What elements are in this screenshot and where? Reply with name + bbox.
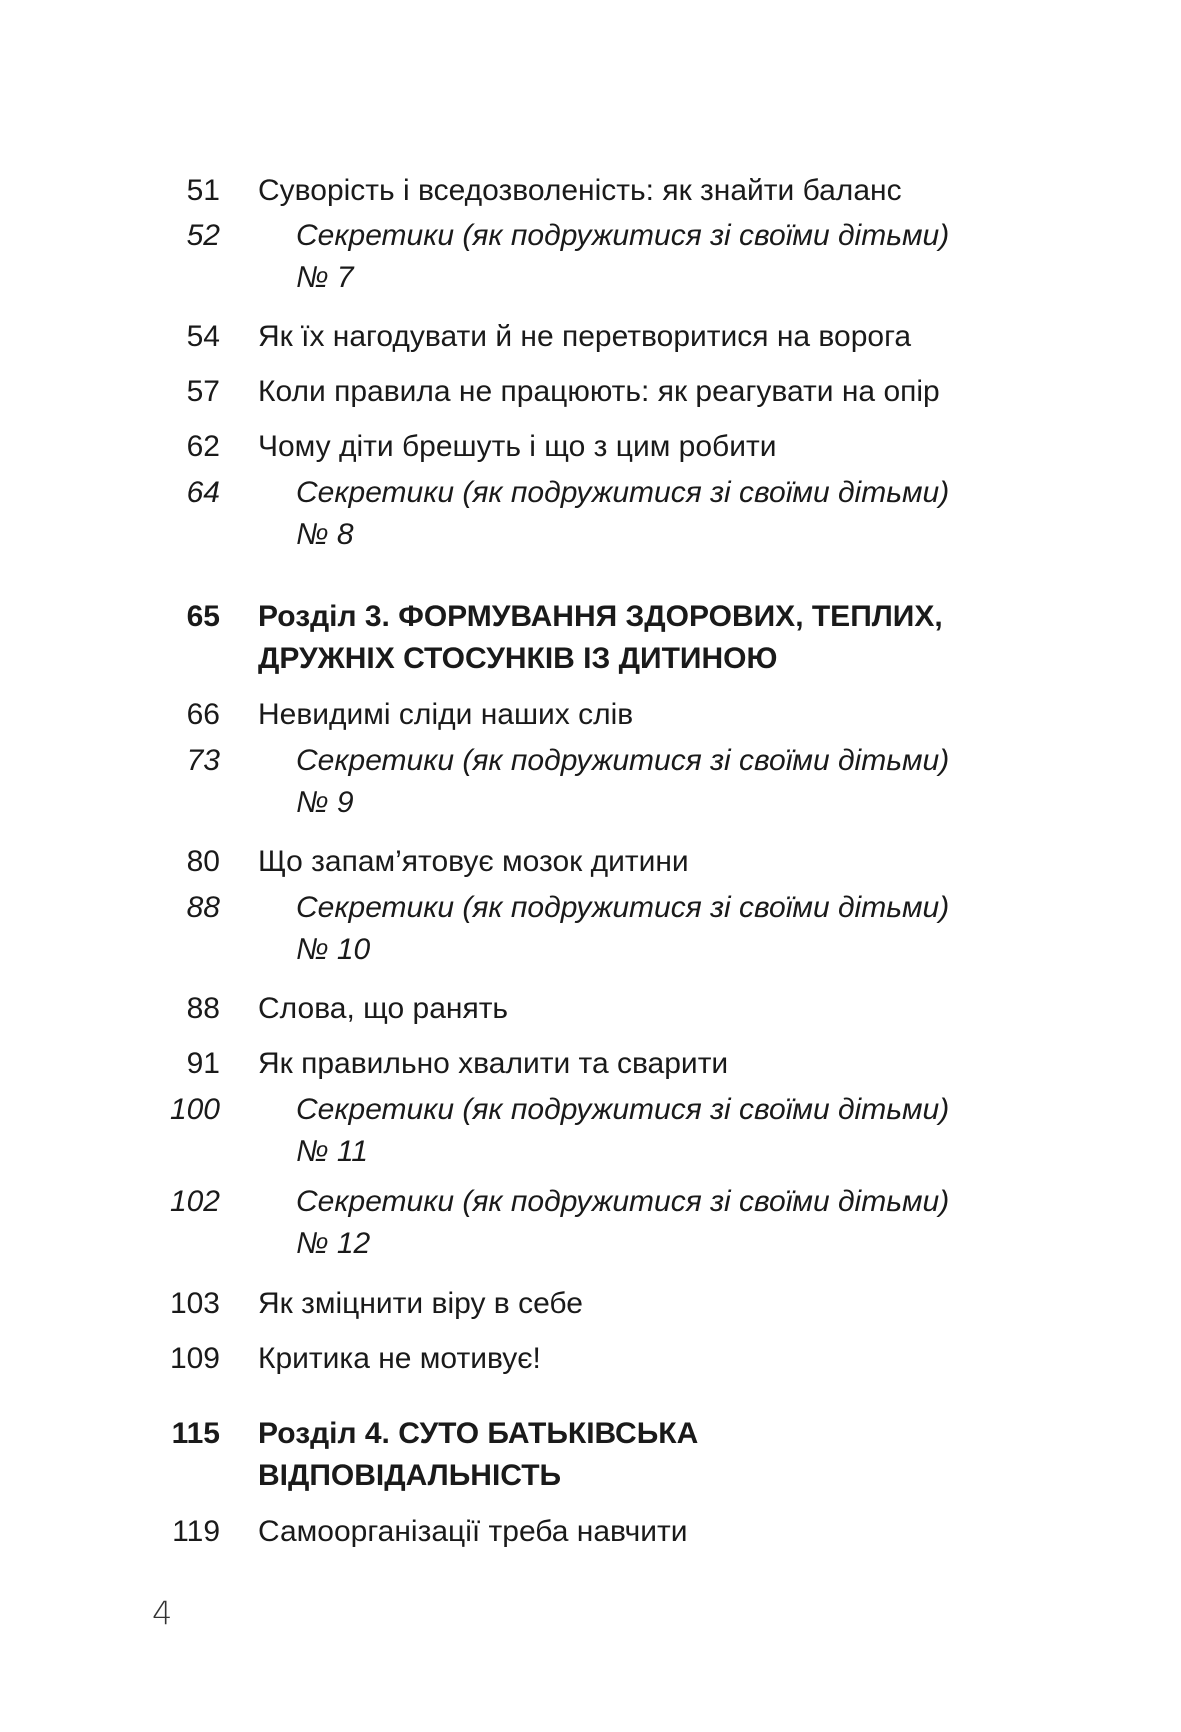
toc-subentry-title-line2: № 12 bbox=[296, 1227, 371, 1260]
toc-page-number: 109 bbox=[169, 1342, 220, 1375]
toc-chapter-title-line2: ДРУЖНІХ СТОСУНКІВ ІЗ ДИТИНОЮ bbox=[258, 642, 778, 675]
toc-subentry-title-line1: Секретики (як подружитися зі своїми дітьми) bbox=[296, 891, 950, 924]
toc-chapter-title bbox=[258, 596, 1018, 680]
toc-entry-title: Як правильно хвалити та сварити bbox=[258, 1047, 729, 1080]
toc-subentry-title-line1: Секретики (як подружитися зі своїми дітьми) bbox=[296, 219, 950, 252]
toc-page-number: 66 bbox=[186, 698, 220, 731]
toc-subentry-title bbox=[296, 215, 996, 299]
toc-chapter-title-line2: ВІДПОВІДАЛЬНІСТЬ bbox=[258, 1459, 562, 1492]
toc-entry-title: Слова, що ранять bbox=[258, 992, 509, 1025]
toc-entry-title: Чому діти брешуть і що з цим робити bbox=[258, 430, 777, 463]
toc-entry-title: Що запам’ятовує мозок дитини bbox=[258, 845, 689, 878]
toc-page-number: 73 bbox=[186, 744, 220, 777]
toc-subentry-title-line2: № 11 bbox=[296, 1135, 368, 1168]
toc-entry-title: Критика не мотивує! bbox=[258, 1342, 541, 1375]
toc-page-number: 64 bbox=[186, 476, 220, 509]
toc-subentry-title-line1: Секретики (як подружитися зі своїми дітьми) bbox=[296, 1185, 950, 1218]
toc-entry-title: Як їх нагодувати й не перетворитися на ворога bbox=[258, 320, 912, 353]
toc-subentry-title bbox=[296, 740, 996, 824]
toc-subentry-title-line2: № 10 bbox=[296, 933, 371, 966]
toc-page-number: 51 bbox=[186, 174, 220, 207]
toc-chapter-title-line1: Розділ 3. ФОРМУВАННЯ ЗДОРОВИХ, ТЕПЛИХ, bbox=[258, 600, 943, 633]
toc-subentry-title-line2: № 8 bbox=[296, 518, 354, 551]
page-number-folio: 4 bbox=[152, 1594, 173, 1632]
toc-subentry-title bbox=[296, 887, 996, 971]
toc-page-number: 91 bbox=[186, 1047, 220, 1080]
toc-entry-title: Коли правила не працюють: як реагувати на опір bbox=[258, 375, 940, 408]
toc-page-number: 100 bbox=[169, 1093, 220, 1126]
toc-entry-title: Самоорганізації треба навчити bbox=[258, 1515, 688, 1548]
toc-subentry-title-line2: № 7 bbox=[296, 261, 354, 294]
toc-page-number: 88 bbox=[186, 992, 220, 1025]
toc-page-number: 115 bbox=[171, 1417, 220, 1450]
toc-page-number: 103 bbox=[169, 1287, 220, 1320]
toc-chapter-title bbox=[258, 1413, 1018, 1497]
toc-page-number: 102 bbox=[169, 1185, 220, 1218]
toc-entry-title: Як зміцнити віру в себе bbox=[258, 1287, 583, 1320]
toc-page-number: 65 bbox=[186, 600, 220, 633]
toc-page-number: 57 bbox=[186, 375, 220, 408]
toc-page-number: 119 bbox=[172, 1515, 220, 1548]
toc-entry-title: Невидимі сліди наших слів bbox=[258, 698, 634, 731]
toc-page-number: 54 bbox=[186, 320, 220, 353]
toc-page-number: 52 bbox=[186, 219, 220, 252]
toc-subentry-title-line1: Секретики (як подружитися зі своїми дітьми) bbox=[296, 1093, 950, 1126]
toc-page-number: 80 bbox=[186, 845, 220, 878]
toc-subentry-title-line2: № 9 bbox=[296, 786, 354, 819]
toc-subentry-title bbox=[296, 472, 996, 556]
toc-entry-title: Суворість і вседозволеність: як знайти баланс bbox=[258, 174, 902, 207]
toc-subentry-title bbox=[296, 1089, 996, 1173]
toc-subentry-title-line1: Секретики (як подружитися зі своїми дітьми) bbox=[296, 476, 950, 509]
toc-page-number: 88 bbox=[186, 891, 220, 924]
toc-subentry-title-line1: Секретики (як подружитися зі своїми дітьми) bbox=[296, 744, 950, 777]
toc-page-number: 62 bbox=[186, 430, 220, 463]
toc-chapter-title-line1: Розділ 4. СУТО БАТЬКІВСЬКА bbox=[258, 1417, 699, 1450]
toc-subentry-title bbox=[296, 1181, 996, 1265]
